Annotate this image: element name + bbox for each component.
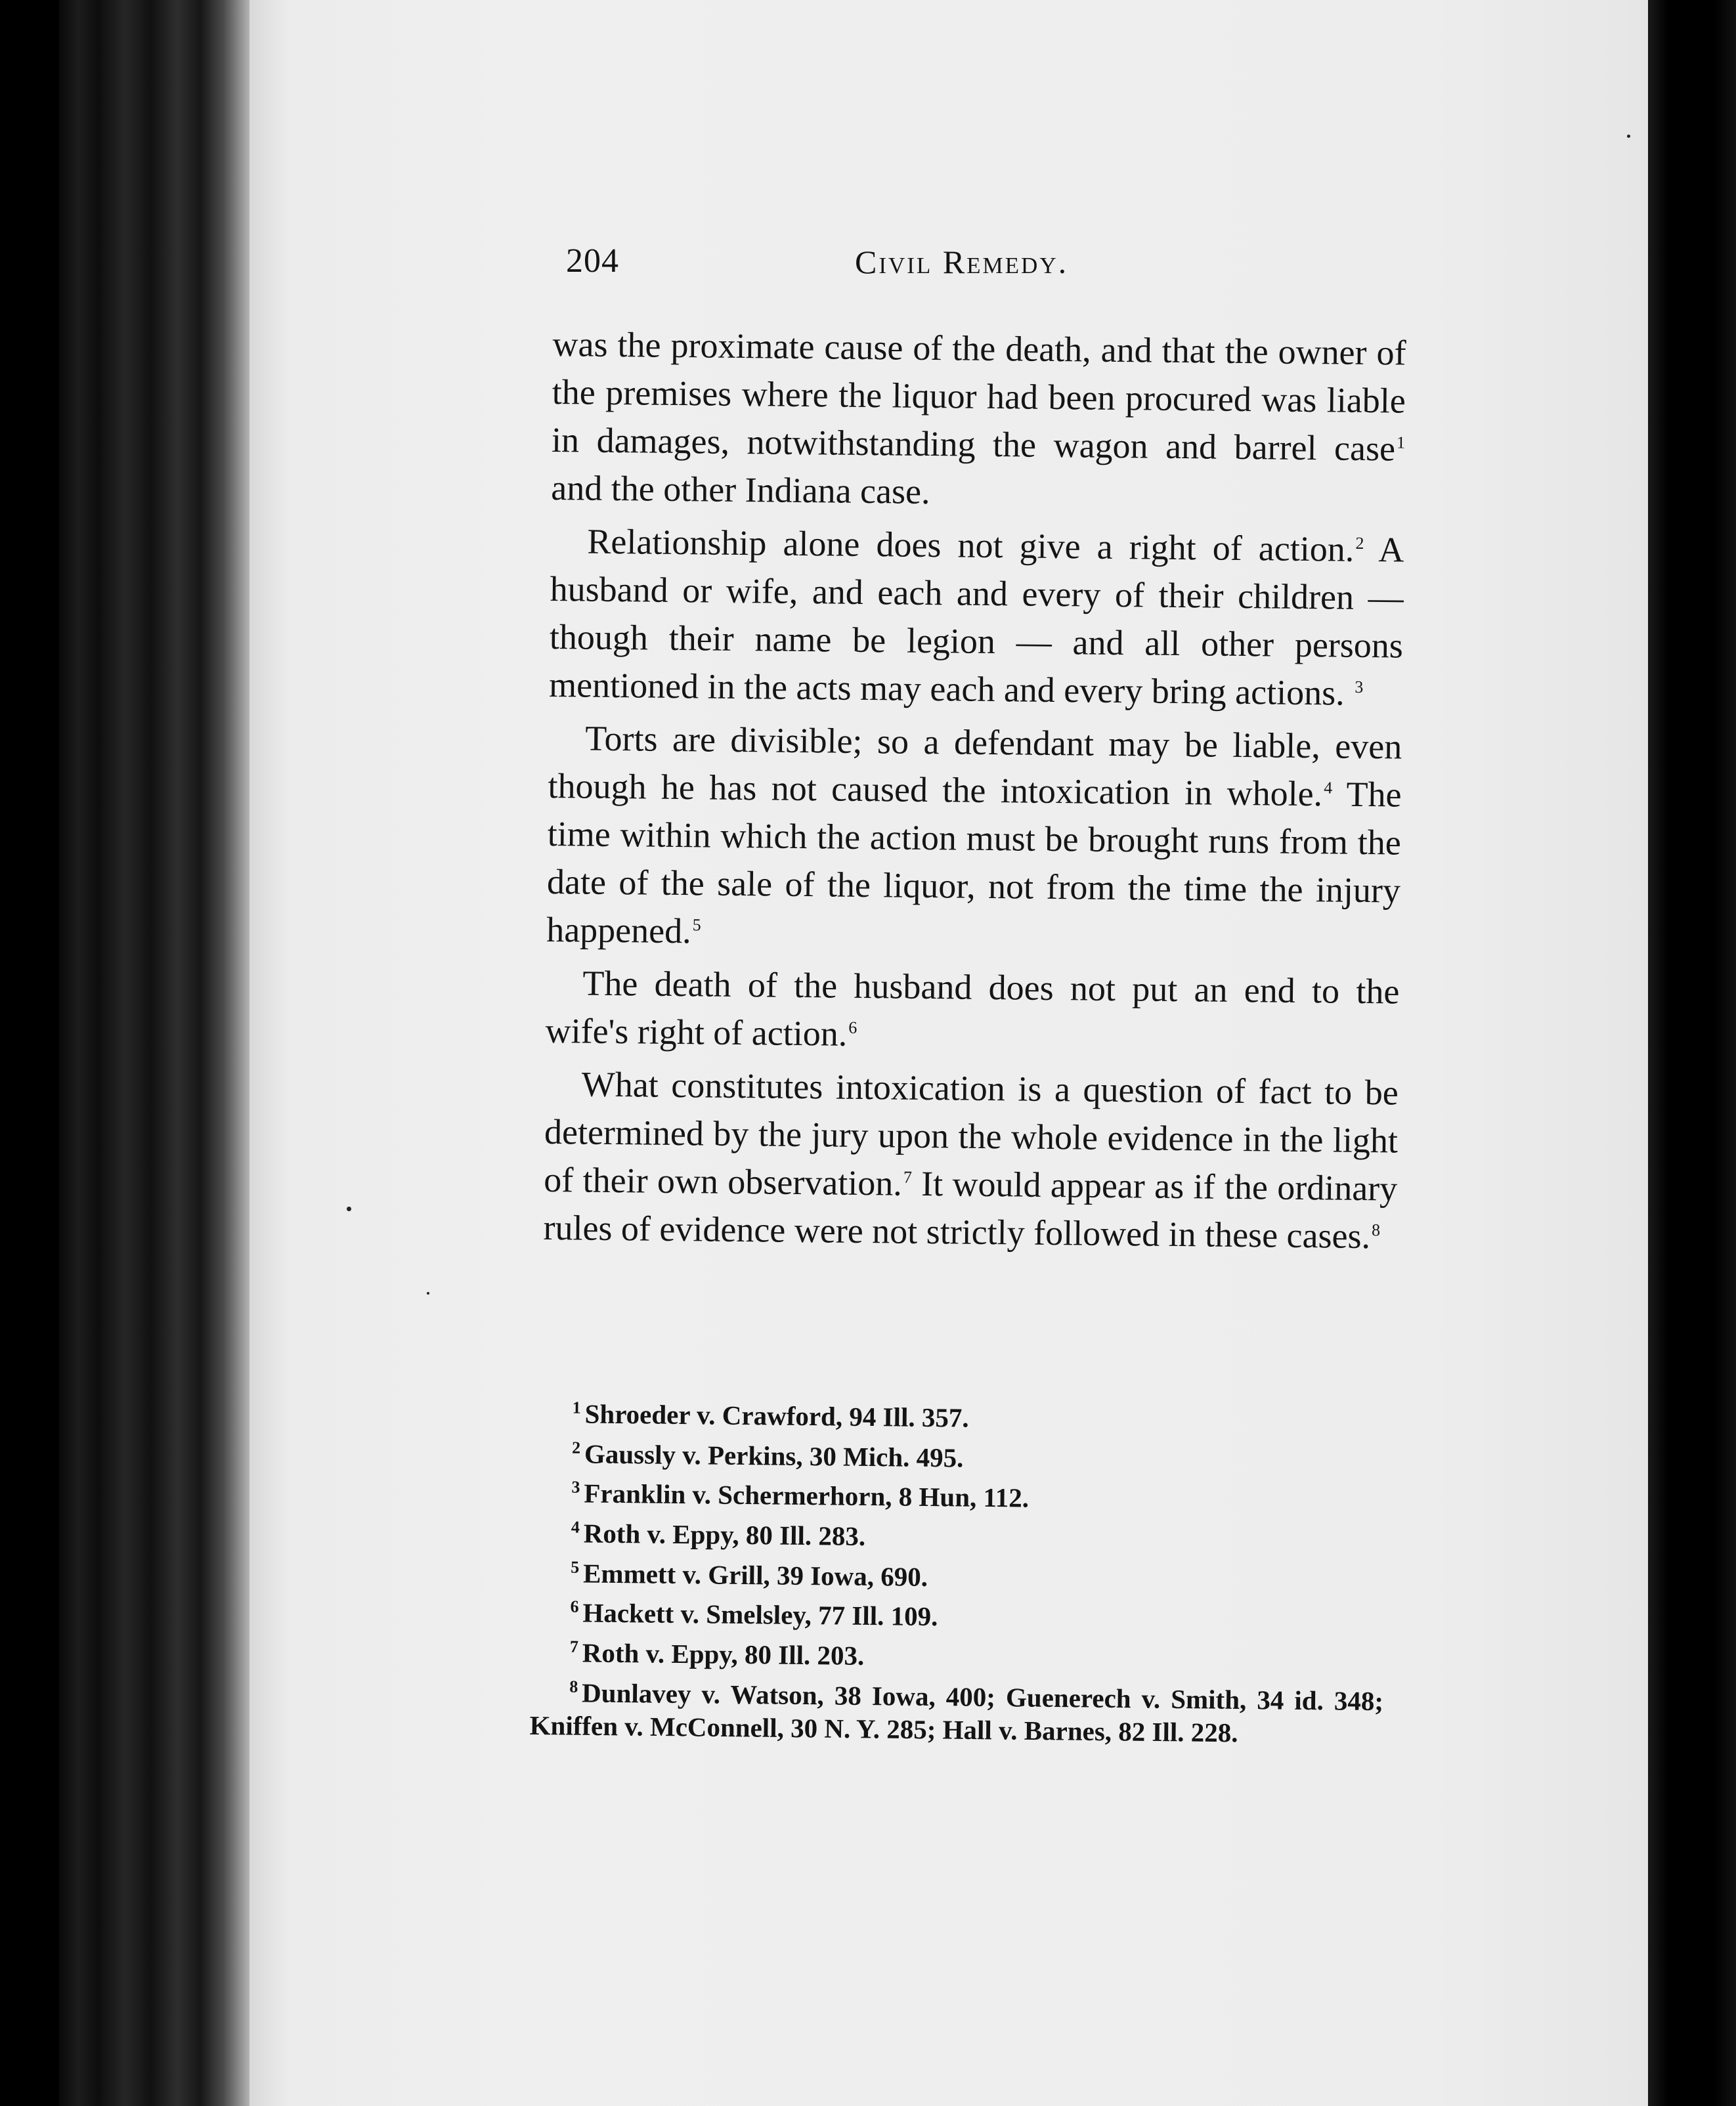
scan-speck bbox=[427, 1292, 429, 1295]
footnote-mark: 1 bbox=[572, 1398, 581, 1417]
paragraph-text: A husband or wife, and each and every of their children — though their name be legion — and all other persons mentioned in the acts may each and every bring actions. bbox=[548, 529, 1404, 713]
paragraph bbox=[551, 320, 1406, 521]
footnote-ref: 1 bbox=[1396, 433, 1406, 452]
paragraph-text: Torts are divisible; so a defendant may be liable, even though he has not caused the intoxication in whole. bbox=[548, 718, 1402, 814]
paragraph bbox=[545, 959, 1399, 1064]
paragraph-text: The time within which the action must be brought runs from the date of the sale of the liquor, not from the time the injury happened. bbox=[546, 774, 1402, 951]
footnote-ref: 7 bbox=[903, 1167, 913, 1187]
paragraph bbox=[549, 517, 1404, 718]
footnote-mark: 3 bbox=[571, 1477, 580, 1497]
footnote-text: Gaussly v. Perkins, 30 Mich. 495. bbox=[584, 1438, 964, 1473]
footnote-ref: 6 bbox=[848, 1018, 857, 1037]
scan-speck bbox=[1627, 135, 1630, 138]
footnote-text: Shroeder v. Crawford, 94 Ill. 357. bbox=[584, 1398, 969, 1433]
paragraph-text: The death of the husband does not put an end to the wife's right of action. bbox=[545, 963, 1400, 1054]
footnote-ref: 5 bbox=[692, 915, 701, 935]
paragraph-text: What constitutes intoxication is a question of fact to be determined by the jury upon the whole evidence in the light of their own observation. bbox=[543, 1064, 1399, 1203]
footnotes bbox=[529, 1390, 1387, 1751]
footnote-mark: 6 bbox=[570, 1597, 579, 1617]
paragraph bbox=[546, 714, 1402, 963]
footnote-text: Dunlavey v. Watson, 38 Iowa, 400; Guenerech v. Smith, 34 id. 348; Kniffen v. McConnell, 30 N. Y. 285; Hall v. Barnes, 82 Ill. 228. bbox=[529, 1677, 1384, 1748]
footnote-mark: 7 bbox=[569, 1637, 579, 1656]
page-header bbox=[566, 242, 1131, 301]
footnote-text: Hackett v. Smelsley, 77 Ill. 109. bbox=[582, 1597, 938, 1632]
footnote-mark: 4 bbox=[571, 1517, 580, 1537]
body-text bbox=[543, 320, 1406, 1266]
footnote-mark: 2 bbox=[571, 1438, 581, 1457]
footnote-mark: 8 bbox=[569, 1677, 578, 1696]
paragraph-text: Relationship alone does not give a right of action. bbox=[587, 521, 1355, 569]
paragraph bbox=[543, 1060, 1399, 1261]
footnote-ref: 8 bbox=[1371, 1220, 1381, 1240]
footnote-text: Roth v. Eppy, 80 Ill. 203. bbox=[582, 1637, 865, 1671]
footnote-ref: 3 bbox=[1355, 677, 1364, 697]
footnote bbox=[529, 1669, 1383, 1751]
footnote-text: Franklin v. Schermerhorn, 8 Hun, 112. bbox=[584, 1478, 1030, 1513]
footnote-mark: 5 bbox=[571, 1557, 580, 1577]
paragraph-text: and the other Indiana case. bbox=[551, 467, 930, 512]
page-number: 204 bbox=[566, 242, 619, 280]
book-binding-edge bbox=[59, 0, 256, 2106]
scan-speck bbox=[347, 1207, 351, 1211]
footnote-ref: 2 bbox=[1355, 533, 1364, 553]
paragraph-text: It would appear as if the ordinary rules of evidence were not strictly followed in these cases. bbox=[543, 1163, 1398, 1257]
footnote-ref: 4 bbox=[1324, 778, 1333, 798]
facing-page-edge bbox=[1648, 0, 1736, 2106]
footnote-text: Emmett v. Grill, 39 Iowa, 690. bbox=[582, 1558, 928, 1592]
footnote-text: Roth v. Eppy, 80 Ill. 283. bbox=[583, 1518, 866, 1551]
running-head: Civil Remedy. bbox=[855, 244, 1069, 280]
paragraph-text: was the proximate cause of the death, and that the owner of the premises where the liquor had been procured was liable in damages, notwithstanding the wagon and barrel case bbox=[551, 324, 1406, 469]
